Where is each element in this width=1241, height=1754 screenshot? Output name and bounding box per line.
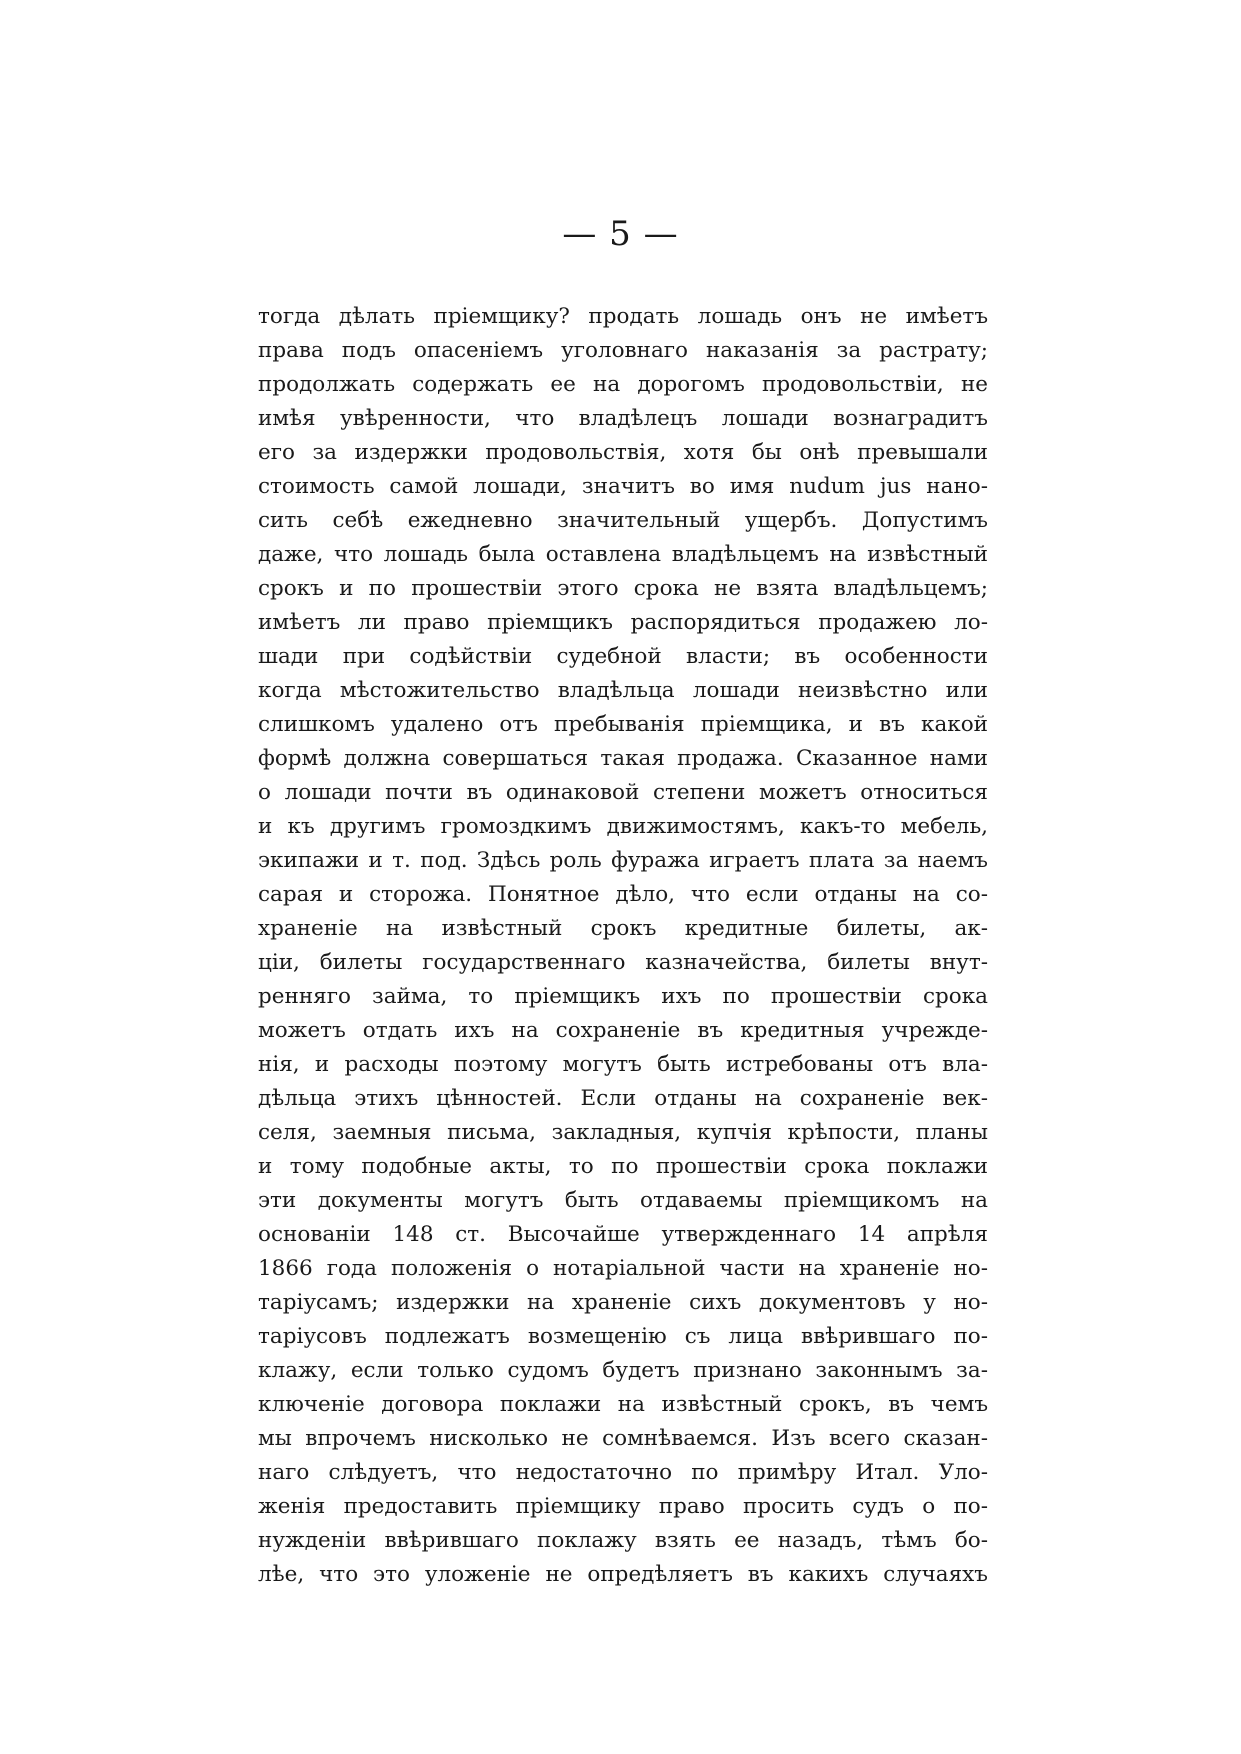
text-line: женія предоставить пріемщику право просить судъ о по- <box>258 1494 988 1519</box>
text-line: селя, заемныя письма, закладныя, купчія крѣпости, планы <box>258 1120 988 1145</box>
text-line: его за издержки продовольствія, хотя бы онѣ превышали <box>258 440 988 465</box>
text-line: слишкомъ удалено отъ пребыванія пріемщика, и въ какой <box>258 712 988 737</box>
text-line: стоимость самой лошади, значитъ во имя nudum jus нано- <box>258 474 988 499</box>
text-line: продолжать содержать ее на дорогомъ продовольствіи, не <box>258 372 988 397</box>
text-line: сарая и сторожа. Понятное дѣло, что если отданы на со- <box>258 882 988 907</box>
text-line: даже, что лошадь была оставлена владѣльцемъ на извѣстный <box>258 542 988 567</box>
text-line: мы впрочемъ нисколько не сомнѣваемся. Изъ всего сказан- <box>258 1426 988 1451</box>
text-line: тогда дѣлать пріемщику? продать лошадь онъ не имѣетъ <box>258 304 988 329</box>
page-number: — 5 — <box>562 214 679 254</box>
text-line: основаніи 148 ст. Высочайше утвержденнаго 14 апрѣля <box>258 1222 988 1247</box>
text-line: формѣ должна совершаться такая продажа. Сказанное нами <box>258 746 988 771</box>
text-line: наго слѣдуетъ, что недостаточно по примѣру Итал. Уло- <box>258 1460 988 1485</box>
text-line: и къ другимъ громоздкимъ движимостямъ, какъ-то мебель, <box>258 814 988 839</box>
text-line: и тому подобные акты, то по прошествіи срока поклажи <box>258 1154 988 1179</box>
text-line: срокъ и по прошествіи этого срока не взята владѣльцемъ; <box>258 576 988 601</box>
text-line: права подъ опасеніемъ уголовнаго наказанія за растрату; <box>258 338 988 363</box>
text-line: дѣльца этихъ цѣнностей. Если отданы на сохраненіе век- <box>258 1086 988 1111</box>
text-line: сить себѣ ежедневно значительный ущербъ. Допустимъ <box>258 508 988 533</box>
text-line: о лошади почти въ одинаковой степени можетъ относиться <box>258 780 988 805</box>
text-line: таріусовъ подлежатъ возмещенію съ лица ввѣрившаго по- <box>258 1324 988 1349</box>
text-line: когда мѣстожительство владѣльца лошади неизвѣстно или <box>258 678 988 703</box>
text-line: храненіе на извѣстный срокъ кредитные билеты, ак- <box>258 916 988 941</box>
text-line: таріусамъ; издержки на храненіе сихъ документовъ у но- <box>258 1290 988 1315</box>
body-text <box>258 300 988 1592</box>
text-line: нужденіи ввѣрившаго поклажу взять ее назадъ, тѣмъ бо- <box>258 1528 988 1553</box>
text-line: 1866 года положенія о нотаріальной части на храненіе но- <box>258 1256 988 1281</box>
text-line: имѣя увѣренности, что владѣлецъ лошади вознаградитъ <box>258 406 988 431</box>
text-line: эти документы могутъ быть отдаваемы пріемщикомъ на <box>258 1188 988 1213</box>
text-line: нія, и расходы поэтому могутъ быть истребованы отъ вла- <box>258 1052 988 1077</box>
text-line: экипажи и т. под. Здѣсь роль фуража играетъ плата за наемъ <box>258 848 988 873</box>
text-line: имѣетъ ли право пріемщикъ распорядиться продажею ло- <box>258 610 988 635</box>
text-line: шади при содѣйствіи судебной власти; въ особенности <box>258 644 988 669</box>
text-line: ренняго займа, то пріемщикъ ихъ по прошествіи срока <box>258 984 988 1009</box>
text-line: ключеніе договора поклажи на извѣстный срокъ, въ чемъ <box>258 1392 988 1417</box>
text-line: можетъ отдать ихъ на сохраненіе въ кредитныя учрежде- <box>258 1018 988 1043</box>
text-line: клажу, если только судомъ будетъ признано законнымъ за- <box>258 1358 988 1383</box>
text-line: лѣе, что это уложеніе не опредѣляетъ въ какихъ случаяхъ <box>258 1562 988 1587</box>
text-line: ціи, билеты государственнаго казначейства, билеты внут- <box>258 950 988 975</box>
